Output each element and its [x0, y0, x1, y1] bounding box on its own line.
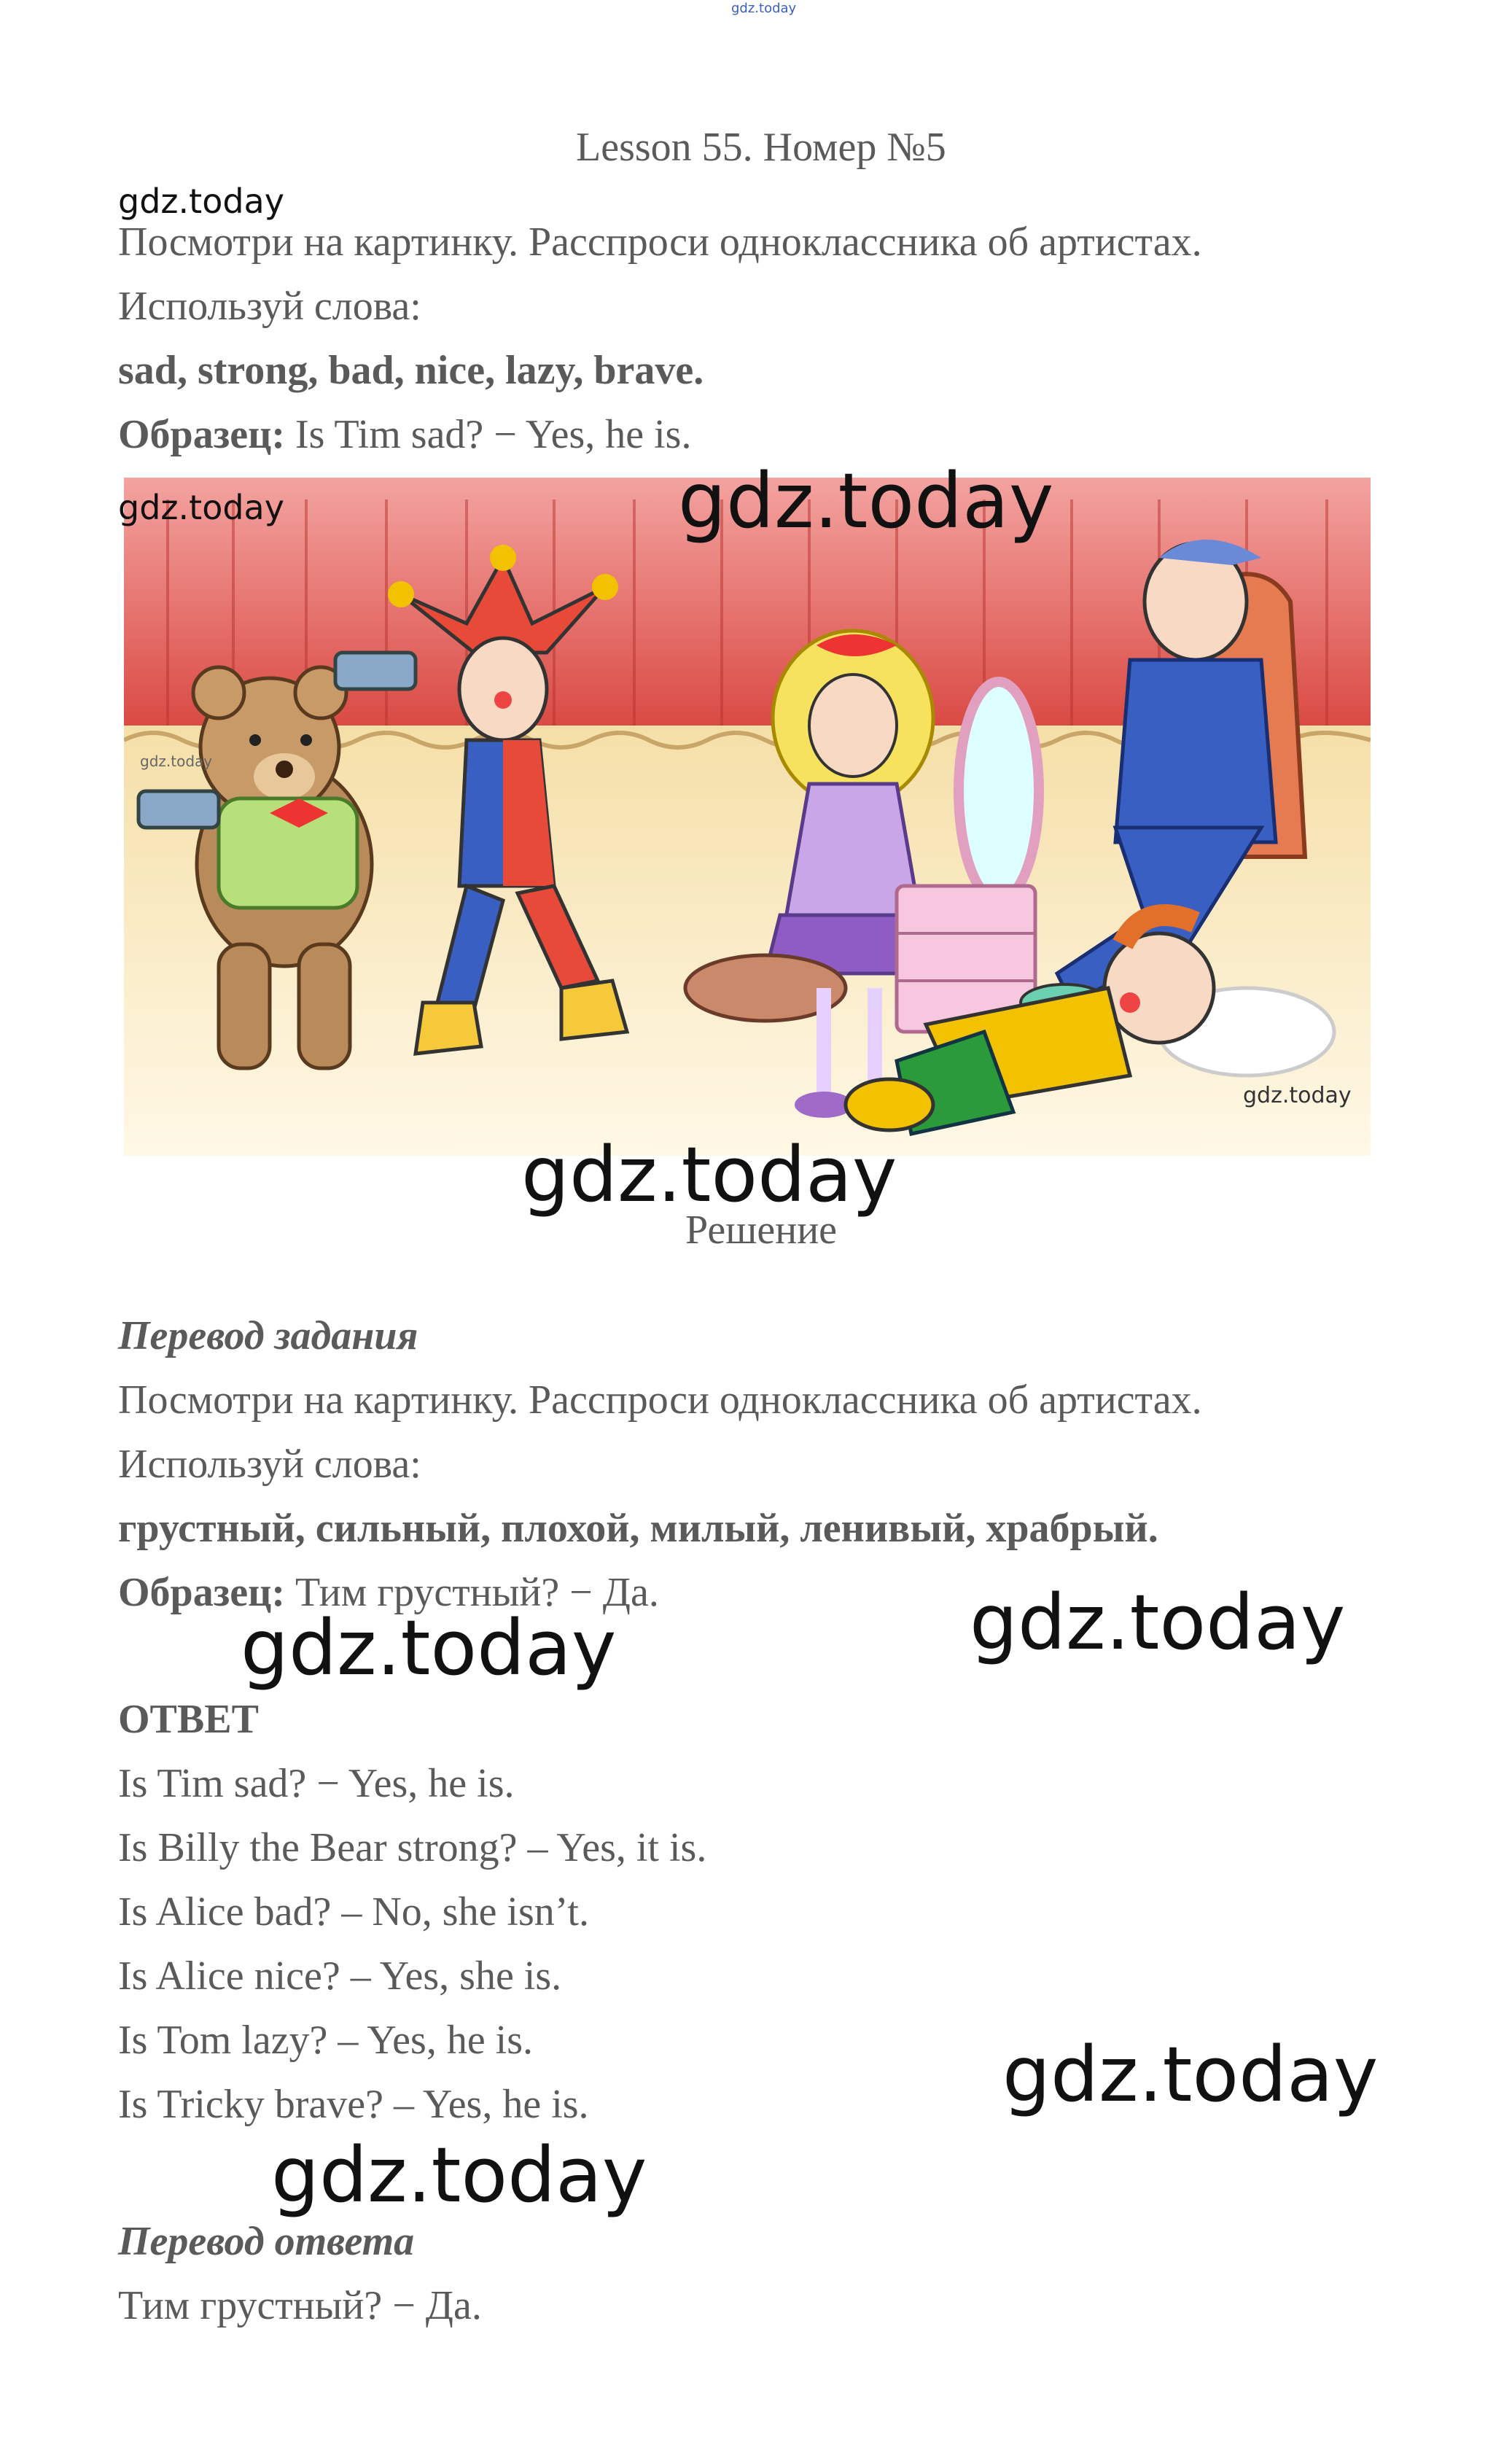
task-instruction: Посмотри на картинку. Расспроси одноклассника об артистах. [118, 219, 1202, 265]
sample-text: Is Tim sad? − Yes, he is. [295, 412, 692, 457]
answer-line: Is Tom lazy? – Yes, he is. [118, 2018, 534, 2063]
watermark-large: gdz.today [678, 456, 1054, 545]
translation-heading: Перевод задания [118, 1313, 418, 1358]
solution-label: Решение [685, 1208, 838, 1253]
answer-translation-heading: Перевод ответа [118, 2219, 415, 2264]
answer-line: Is Tricky brave? – Yes, he is. [118, 2082, 589, 2127]
watermark-label: gdz.today [118, 182, 284, 221]
task-use-words: Используй слова: [118, 284, 421, 329]
watermark-label: gdz.today [1243, 1083, 1352, 1108]
sample-text: Тим грустный? − Да. [295, 1570, 659, 1615]
answer-line: Is Tim sad? − Yes, he is. [118, 1761, 515, 1806]
watermark-large: gdz.today [271, 2131, 647, 2220]
answer-translation-line: Тим грустный? − Да. [118, 2283, 482, 2328]
task-sample [118, 411, 691, 458]
watermark-large: gdz.today [1002, 2030, 1379, 2119]
task-word-list: sad, strong, bad, nice, lazy, brave. [118, 348, 704, 393]
translation-word-list: грустный, сильный, плохой, милый, ленивый, храбрый. [118, 1506, 1158, 1551]
top-watermark: gdz.today [731, 1, 797, 16]
stage-illustration [124, 478, 1371, 1156]
sample-label: Образец: [118, 412, 285, 457]
answer-line: Is Alice nice? – Yes, she is. [118, 1953, 562, 1999]
watermark-label: gdz.today [118, 488, 284, 527]
translation-instruction: Посмотри на картинку. Расспроси одноклассника об артистах. [118, 1377, 1202, 1423]
answer-line: Is Alice bad? – No, she isn’t. [118, 1889, 589, 1934]
watermark-label: gdz.today [140, 753, 213, 770]
translation-use-words: Используй слова: [118, 1442, 421, 1487]
sample-label: Образец: [118, 1570, 285, 1615]
watermark-large: gdz.today [521, 1130, 897, 1219]
page-title: Lesson 55. Номер №5 [576, 125, 946, 170]
watermark-large: gdz.today [241, 1603, 617, 1692]
watermark-large: gdz.today [970, 1578, 1346, 1667]
answer-line: Is Billy the Bear strong? – Yes, it is. [118, 1825, 707, 1870]
answer-heading: ОТВЕТ [118, 1697, 259, 1742]
